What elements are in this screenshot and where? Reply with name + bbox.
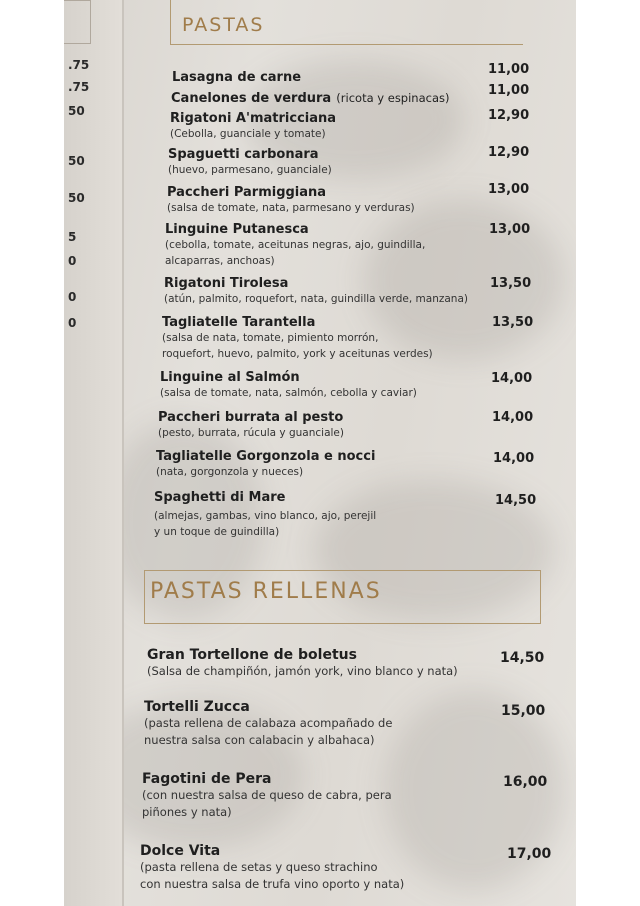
left-price: 50 <box>68 154 85 168</box>
item-price: 13,50 <box>492 315 534 330</box>
item-note: (ricota y espinacas) <box>336 91 450 105</box>
item-description-line2: nuestra salsa con calabacin y albahaca) <box>144 733 375 747</box>
item-description: (salsa de tomate, nata, salmón, cebolla y caviar) <box>160 387 417 399</box>
menu-item <box>167 185 415 216</box>
item-name: Canelones de verdura <box>171 91 332 106</box>
item-description: (pesto, burrata, rúcula y guanciale) <box>158 427 344 439</box>
left-price: 0 <box>68 316 77 330</box>
item-name: Linguine Putanesca <box>165 222 309 237</box>
menu-item <box>144 699 392 749</box>
item-description-line2: con nuestra salsa de trufa vino oporto y nata) <box>140 877 405 891</box>
item-name: Paccheri Parmiggiana <box>167 185 327 200</box>
item-price: 14,00 <box>493 451 535 466</box>
item-description-line2: alcaparras, anchoas) <box>165 255 275 267</box>
item-description: (almejas, gambas, vino blanco, ajo, perejil <box>154 510 377 522</box>
item-price: 14,50 <box>495 493 537 508</box>
item-price: 13,00 <box>488 182 530 197</box>
item-description: (salsa de nata, tomate, pimiento morrón, <box>162 332 379 344</box>
item-name: Lasagna de carne <box>172 70 302 85</box>
item-price: 13,50 <box>490 276 532 291</box>
item-price: 13,00 <box>489 222 531 237</box>
left-price: 0 <box>68 254 77 268</box>
left-price: .75 <box>68 58 90 72</box>
item-name: Tagliatelle Tarantella <box>162 315 316 330</box>
menu-item <box>170 111 336 142</box>
item-name: Rigatoni Tirolesa <box>164 276 289 291</box>
item-description: (pasta rellena de calabaza acompañado de <box>144 716 393 730</box>
item-description: (con nuestra salsa de queso de cabra, pera <box>142 788 392 802</box>
item-name: Rigatoni A'matricciana <box>170 111 337 126</box>
menu-item <box>164 276 468 307</box>
item-description-line2: roquefort, huevo, palmito, york y aceitunas verdes) <box>162 348 433 360</box>
menu-item <box>158 410 344 441</box>
menu-item <box>168 147 332 178</box>
item-price: 11,00 <box>488 62 530 77</box>
item-description: (atún, palmito, roquefort, nata, guindilla verde, manzana) <box>164 293 468 305</box>
item-name: Linguine al Salmón <box>160 370 300 385</box>
item-price: 12,90 <box>488 145 530 160</box>
rellenas-heading: PASTAS RELLENAS <box>150 579 382 604</box>
item-name: Dolce Vita <box>140 843 221 859</box>
item-price: 17,00 <box>507 846 552 862</box>
menu-item <box>142 771 392 821</box>
item-name: Gran Tortellone de boletus <box>147 647 357 663</box>
item-description: (Salsa de champiñón, jamón york, vino blanco y nata) <box>147 664 458 678</box>
left-price: 0 <box>68 290 77 304</box>
item-description: (cebolla, tomate, aceitunas negras, ajo, guindilla, <box>165 239 426 251</box>
menu-item <box>140 843 404 893</box>
item-name: Paccheri burrata al pesto <box>158 410 344 425</box>
left-price: .75 <box>68 80 90 94</box>
menu-item <box>147 647 458 680</box>
item-price: 14,50 <box>500 650 545 666</box>
item-price: 15,00 <box>501 703 546 719</box>
item-price: 12,90 <box>488 108 530 123</box>
item-price: 11,00 <box>488 83 530 98</box>
menu-item <box>160 370 417 401</box>
item-name: Tagliatelle Gorgonzola e nocci <box>156 449 376 464</box>
left-page-frame <box>64 0 91 44</box>
item-description-line2: piñones y nata) <box>142 805 232 819</box>
menu-item <box>171 87 449 106</box>
menu-item <box>154 490 376 540</box>
menu-item <box>165 222 425 269</box>
item-price: 14,00 <box>492 410 534 425</box>
pastas-heading: PASTAS <box>182 14 265 36</box>
menu-item <box>172 66 301 85</box>
item-name: Spaguetti carbonara <box>168 147 319 162</box>
item-name: Fagotini de Pera <box>142 771 272 787</box>
item-price: 16,00 <box>503 774 548 790</box>
item-name: Spaghetti di Mare <box>154 490 286 505</box>
left-price: 50 <box>68 104 85 118</box>
menu-item <box>156 449 375 480</box>
left-price: 5 <box>68 230 77 244</box>
item-name: Tortelli Zucca <box>144 699 250 715</box>
item-description: (pasta rellena de setas y queso strachino <box>140 860 378 874</box>
left-page <box>64 0 124 906</box>
left-price: 50 <box>68 191 85 205</box>
item-description: (salsa de tomate, nata, parmesano y verduras) <box>167 202 415 214</box>
item-description-line2: y un toque de guindilla) <box>154 526 280 538</box>
item-price: 14,00 <box>491 371 533 386</box>
item-description: (nata, gorgonzola y nueces) <box>156 466 304 478</box>
item-description: (huevo, parmesano, guanciale) <box>168 164 332 176</box>
menu-item <box>162 315 433 362</box>
item-description: (Cebolla, guanciale y tomate) <box>170 128 326 140</box>
